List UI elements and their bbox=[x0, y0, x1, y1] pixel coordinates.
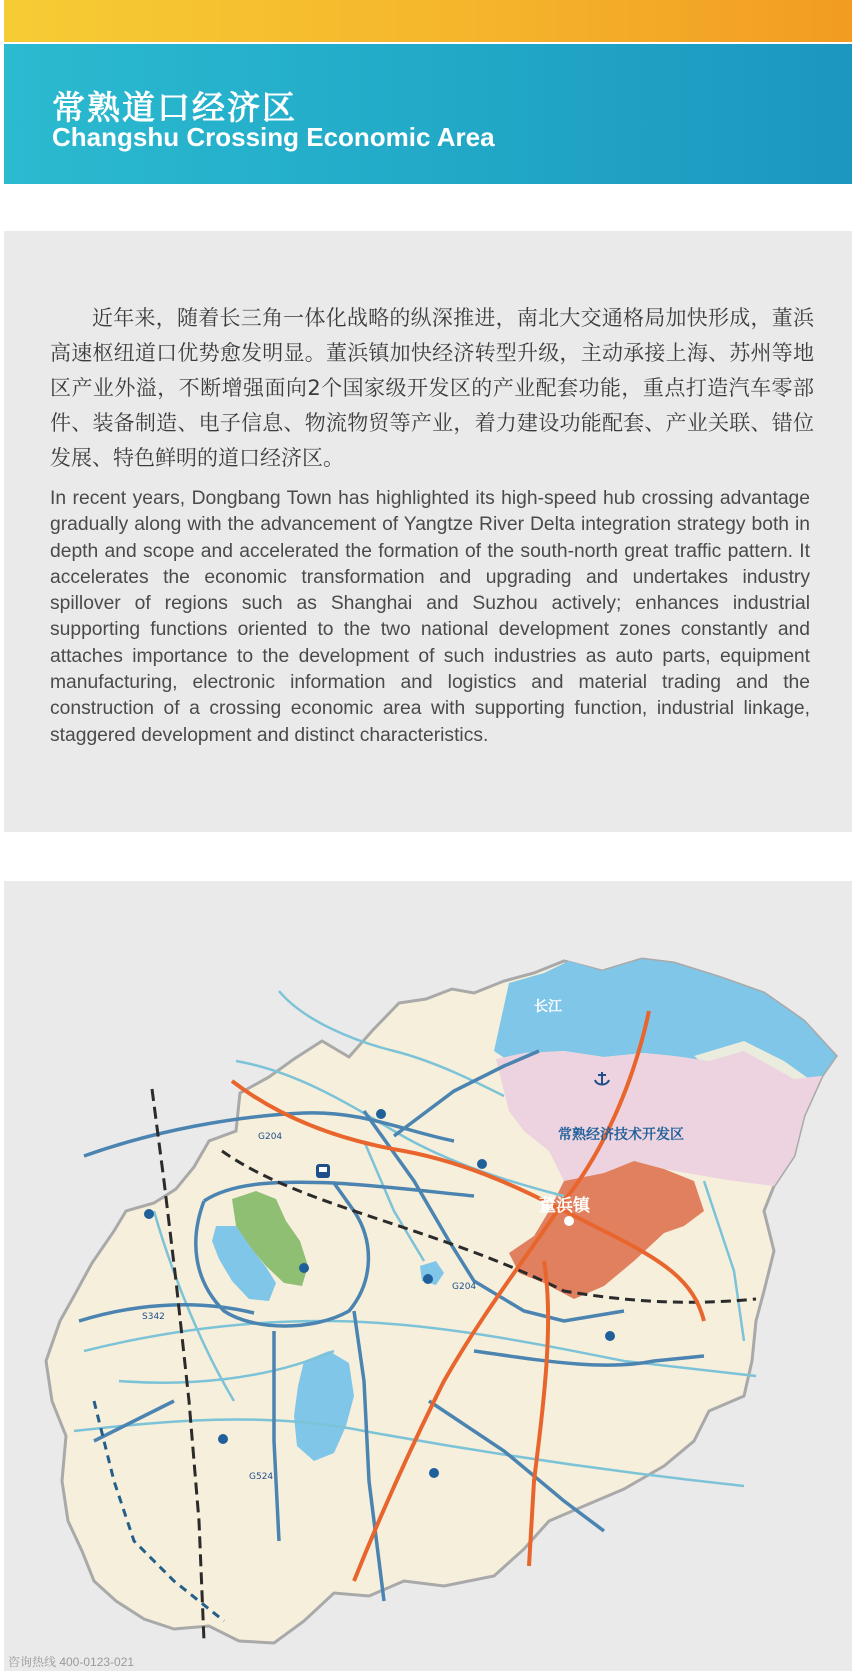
map-label-g204-south: G204 bbox=[452, 1282, 477, 1292]
town-marker-icon bbox=[564, 1216, 574, 1226]
train-station-icon bbox=[316, 1164, 330, 1178]
intro-panel bbox=[4, 231, 852, 832]
location-map-panel bbox=[4, 881, 852, 1671]
map-label-g204-north: G204 bbox=[258, 1132, 283, 1142]
title-banner bbox=[4, 44, 852, 184]
map-label-s342: S342 bbox=[142, 1312, 165, 1322]
intro-paragraph-en: In recent years, Dongbang Town has highlighted its high-speed hub crossing advantage gradually along with the advancement of Yangtze River Delta integration strategy both in depth and scope and accelerated the formation of the south-north great traffic pattern. It accelerates the economic transformation and upgrading and undertakes industry spillover of regions such as Shanghai and Suzhou actively; enhances industrial supporting functions oriented to the two national development zones constantly and attaches importance to the development of such industries as auto parts, equipment manufacturing, electronic information and logistics and material trading and the construction of a crossing economic area with supporting function, industrial linkage, staggered development and distinct characteristics. bbox=[50, 488, 810, 746]
map-label-g524: G524 bbox=[249, 1472, 274, 1482]
intro-paragraph-cn: 近年来，随着长三角一体化战略的纵深推进，南北大交通格局加快形成，董浜高速枢纽道口优势愈发明显。董浜镇加快经济转型升级，主动承接上海、苏州等地区产业外溢，不断增强面向2个国家级开发区的产业配套功能，重点打造汽车零部件、装备制造、电子信息、物流物贸等产业，着力建设功能配套、产业关联、错位发展、特色鲜明的道口经济区。 bbox=[50, 306, 814, 470]
map-label-river: 长江 bbox=[534, 999, 562, 1015]
top-accent-bar bbox=[4, 0, 852, 42]
hotline-watermark: 咨询热线 400-0123-021 bbox=[8, 1655, 135, 1669]
map-label-town: 董浜镇 bbox=[539, 1196, 590, 1216]
page-title-cn: 常熟道口经济区 bbox=[52, 88, 297, 127]
location-map bbox=[4, 881, 852, 1671]
map-label-dev-zone: 常熟经济技术开发区 bbox=[558, 1127, 684, 1143]
page-title-en: Changshu Crossing Economic Area bbox=[52, 122, 495, 152]
